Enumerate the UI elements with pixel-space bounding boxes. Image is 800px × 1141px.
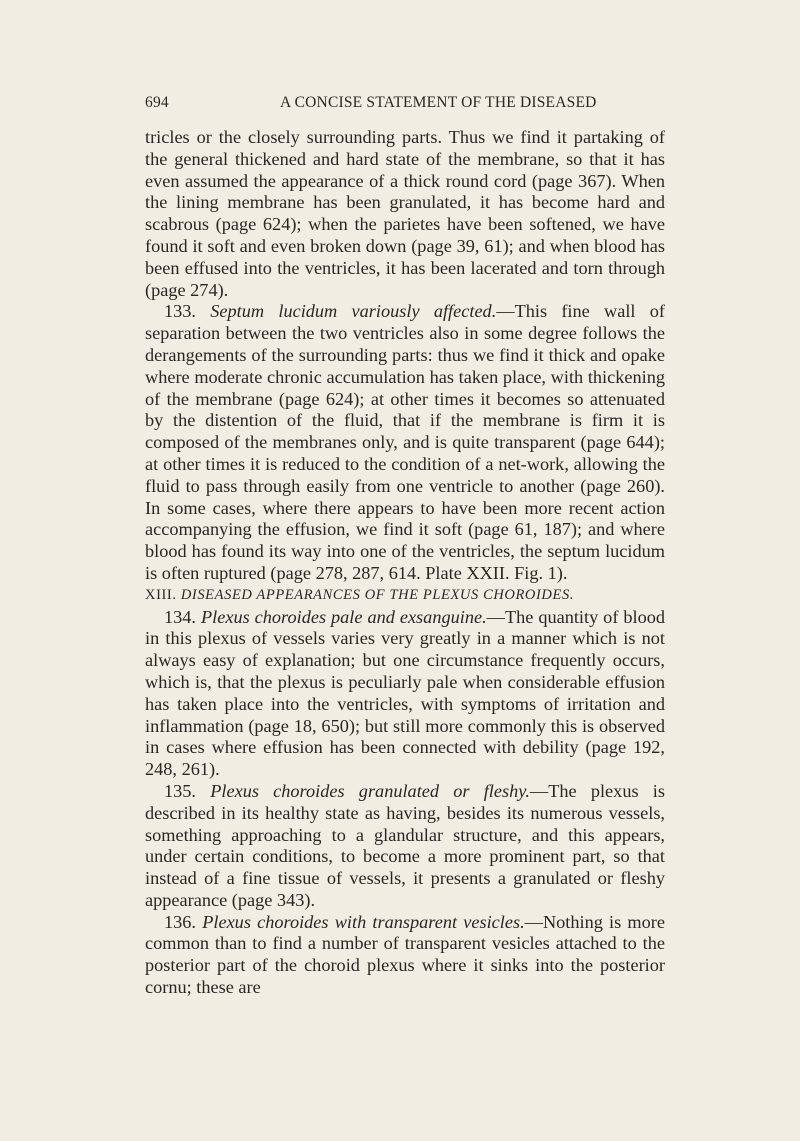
page-number: 694 [145,94,169,111]
section-numeral: XIII. [145,586,177,603]
paragraph-136 [145,912,665,999]
section-heading [145,585,665,607]
paragraph-number: 136. [164,911,196,932]
paragraph-heading: Plexus choroides pale and exsanguine. [200,606,487,627]
paragraph-134 [145,607,665,781]
paragraph-135 [145,781,665,912]
continuation-paragraph: tricles or the closely surrounding parts. Thus we find it partaking of the general thickened and hard state of the membrane, so that it has even assumed the appearance of a thick round cord (page 367). When the lining membrane has been granulated, it has become hard and scabrous (page 624); when the parietes have been softened, we have found it soft and even broken down (page 39, 61); and when blood has been effused into the ventricles, it has been lacerated and torn through (page 274). [145,127,665,300]
paragraph-133 [145,301,665,584]
page-body [145,127,665,999]
running-title: A CONCISE STATEMENT OF THE DISEASED [280,94,597,111]
paragraph-text: —The plexus is described in its healthy state as having, besides its numerous vessels, something approaching to a glandular structure, and this appears, under certain conditions, to become a more prominent part, so that instead of a fine tissue of vessels, it presents a granulated or fleshy appearance (page 343). [145,780,665,910]
paragraph-heading: Plexus choroides with transparent vesicles. [202,911,525,932]
paragraph-heading: Plexus choroides granulated or fleshy. [210,780,530,801]
paragraph-number: 134. [164,606,196,627]
paragraph-text: —Nothing is more common than to find a number of transparent vesicles attached to the posterior part of the choroid plexus where it sinks into the posterior cornu; these are [145,911,665,998]
paragraph-text: —This fine wall of separation between the two ventricles also in some degree follows the derangements of the surrounding parts: thus we find it thick and opake where moderate chronic accumulation has taken place, with thickening of the membrane (page 624); at other times it becomes so attenuated by the distention of the fluid, that if the membrane is firm it is composed of the membranes only, and is quite transparent (page 644); at other times it is reduced to the condition of a net-work, allowing the fluid to pass through easily from one ventricle to another (page 260). In some cases, where there appears to have been more recent action accompanying the effusion, we find it soft (page 61, 187); and where blood has found its way into one of the ventricles, the septum lucidum is often ruptured (page 278, 287, 614. Plate XXII. Fig. 1). [145,301,665,583]
paragraph-text: —The quantity of blood in this plexus of vessels varies very greatly in a manner which is not always easy of explanation; but one circumstance frequently occurs, which is, that the plexus is peculiarly pale when considerable effusion has taken place into the ventricles, with symptoms of irritation and inflammation (page 18, 650); but still more commonly this is observed in cases where effusion has been connected with debility (page 192, 248, 261). [145,606,666,780]
section-title: DISEASED APPEARANCES OF THE PLEXUS CHOROIDES. [180,586,575,603]
paragraph-number: 133. [164,301,196,322]
paragraph-number: 135. [164,780,196,801]
paragraph-heading: Septum lucidum variously affected. [210,301,497,322]
